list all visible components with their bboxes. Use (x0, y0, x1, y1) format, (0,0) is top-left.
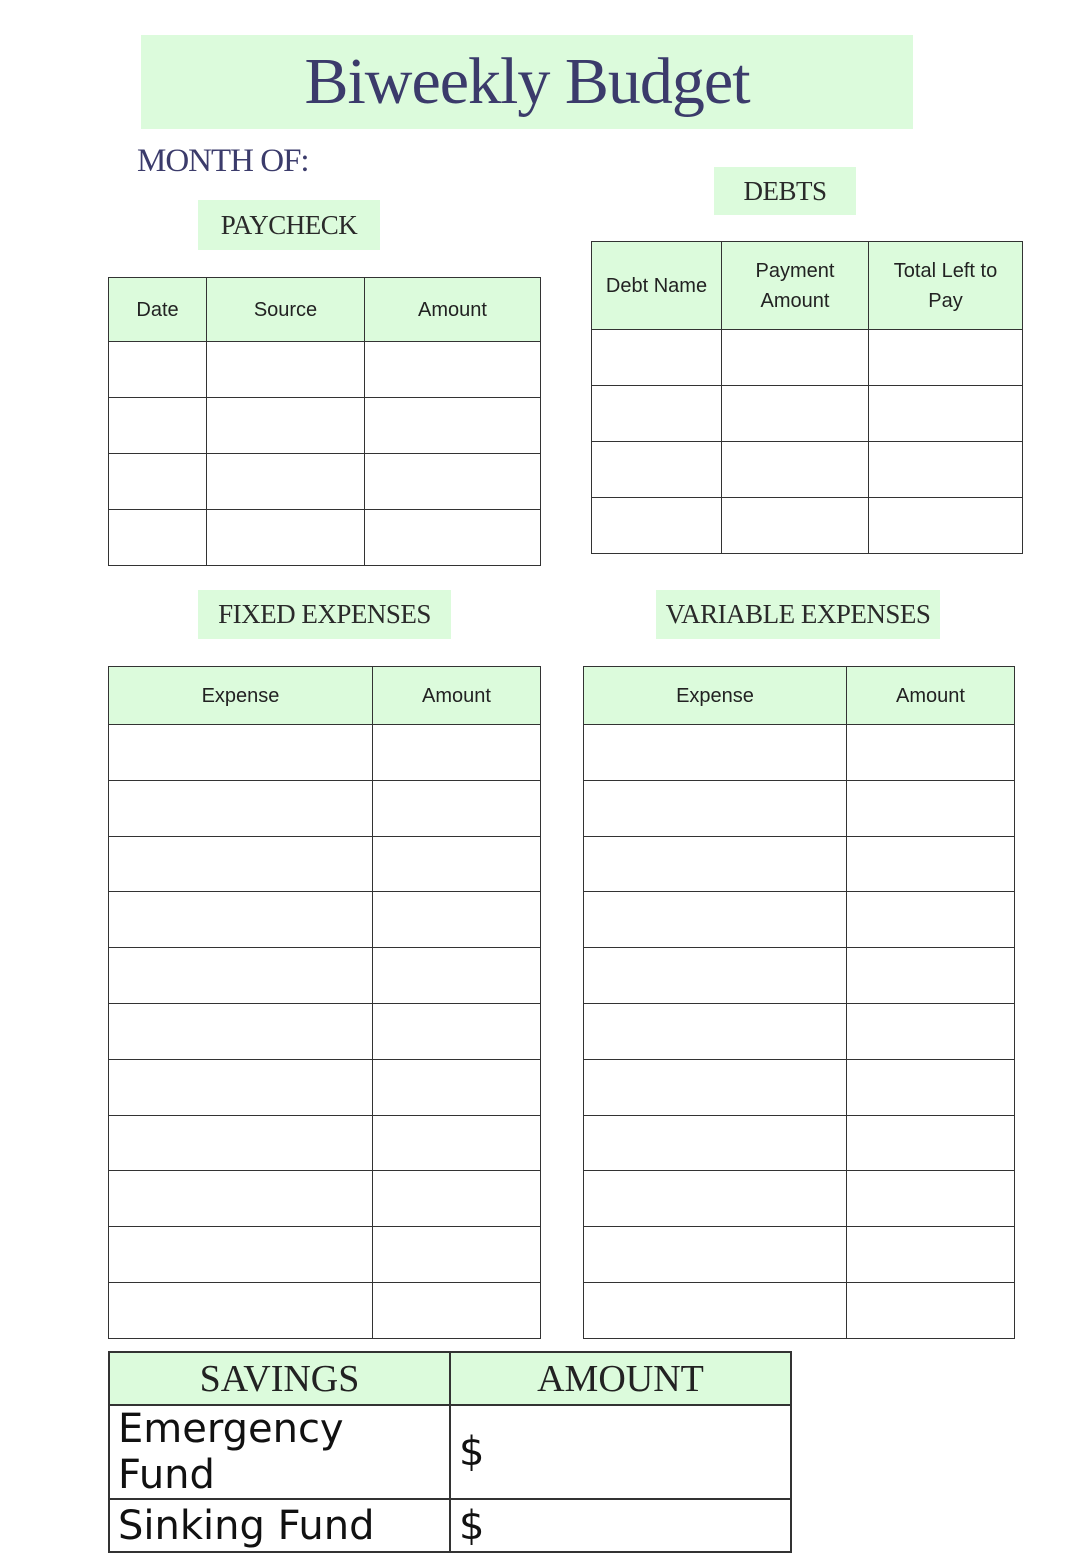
entry-cell[interactable] (584, 1282, 847, 1338)
entry-cell[interactable] (847, 780, 1015, 836)
entry-cell[interactable] (109, 454, 207, 510)
entry-cell[interactable] (592, 442, 722, 498)
fixed-expenses-section-label: FIXED EXPENSES (198, 590, 451, 639)
entry-cell[interactable] (365, 454, 541, 510)
entry-cell[interactable] (109, 780, 373, 836)
entry-cell[interactable] (109, 398, 207, 454)
table-row (109, 1171, 541, 1227)
table-row (109, 398, 541, 454)
column-header: Total Left to Pay (869, 242, 1023, 330)
entry-cell[interactable] (373, 1227, 541, 1283)
entry-cell[interactable] (592, 386, 722, 442)
entry-cell[interactable] (373, 1059, 541, 1115)
entry-cell[interactable] (584, 1227, 847, 1283)
entry-cell[interactable] (207, 454, 365, 510)
entry-cell[interactable] (109, 1282, 373, 1338)
entry-cell[interactable] (869, 386, 1023, 442)
page-title: Biweekly Budget (141, 35, 913, 129)
entry-cell[interactable] (373, 948, 541, 1004)
entry-cell[interactable] (109, 892, 373, 948)
entry-cell[interactable] (592, 498, 722, 554)
table-row (584, 780, 1015, 836)
table-row (584, 1171, 1015, 1227)
table-row (109, 342, 541, 398)
entry-cell[interactable] (373, 725, 541, 781)
entry-cell[interactable] (584, 1003, 847, 1059)
table-row (584, 1003, 1015, 1059)
column-header: Debt Name (592, 242, 722, 330)
entry-cell[interactable] (207, 510, 365, 566)
entry-cell[interactable] (869, 498, 1023, 554)
entry-cell[interactable] (109, 1227, 373, 1283)
entry-cell[interactable] (869, 442, 1023, 498)
table-row (109, 1115, 541, 1171)
table-row (109, 780, 541, 836)
column-header: Expense (584, 667, 847, 725)
table-row (109, 948, 541, 1004)
table-row (109, 1003, 541, 1059)
entry-cell[interactable] (584, 836, 847, 892)
entry-cell[interactable] (869, 330, 1023, 386)
table-row (109, 454, 541, 510)
entry-cell[interactable] (584, 780, 847, 836)
entry-cell[interactable] (109, 1059, 373, 1115)
entry-cell[interactable] (847, 948, 1015, 1004)
savings-amount-cell[interactable]: $ (450, 1499, 791, 1552)
entry-cell[interactable] (584, 1171, 847, 1227)
column-header: Date (109, 278, 207, 342)
entry-cell[interactable] (373, 1003, 541, 1059)
entry-cell[interactable] (109, 510, 207, 566)
table-row (592, 330, 1023, 386)
table-row (584, 836, 1015, 892)
entry-cell[interactable] (592, 330, 722, 386)
table-row (109, 510, 541, 566)
table-row (584, 1282, 1015, 1338)
entry-cell[interactable] (109, 725, 373, 781)
table-row (109, 1282, 541, 1338)
entry-cell[interactable] (365, 342, 541, 398)
column-header: Expense (109, 667, 373, 725)
entry-cell[interactable] (847, 725, 1015, 781)
table-row (584, 892, 1015, 948)
entry-cell[interactable] (847, 1059, 1015, 1115)
table-row (109, 1227, 541, 1283)
table-row (584, 1059, 1015, 1115)
variable-expenses-section-label: VARIABLE EXPENSES (656, 590, 940, 639)
column-header: Source (207, 278, 365, 342)
entry-cell[interactable] (584, 1059, 847, 1115)
entry-cell[interactable] (109, 948, 373, 1004)
column-header: Amount (847, 667, 1015, 725)
debts-section-label: DEBTS (714, 167, 856, 215)
entry-cell[interactable] (109, 342, 207, 398)
debts-table (591, 241, 1023, 554)
table-row (109, 836, 541, 892)
entry-cell[interactable] (109, 836, 373, 892)
table-row (584, 948, 1015, 1004)
entry-cell[interactable] (847, 1115, 1015, 1171)
entry-cell[interactable] (584, 1115, 847, 1171)
entry-cell[interactable] (584, 892, 847, 948)
entry-cell[interactable] (373, 1282, 541, 1338)
entry-cell[interactable] (584, 948, 847, 1004)
paycheck-table (108, 277, 541, 566)
entry-cell[interactable] (207, 398, 365, 454)
entry-cell[interactable] (847, 1282, 1015, 1338)
entry-cell[interactable] (847, 1227, 1015, 1283)
entry-cell[interactable] (847, 836, 1015, 892)
entry-cell[interactable] (373, 836, 541, 892)
entry-cell[interactable] (365, 398, 541, 454)
column-header: Amount (373, 667, 541, 725)
entry-cell[interactable] (109, 1003, 373, 1059)
entry-cell[interactable] (722, 386, 869, 442)
table-row (109, 725, 541, 781)
entry-cell[interactable] (109, 1115, 373, 1171)
paycheck-section-label: PAYCHECK (198, 200, 380, 250)
entry-cell[interactable] (373, 1115, 541, 1171)
entry-cell[interactable] (373, 1171, 541, 1227)
entry-cell[interactable] (109, 1171, 373, 1227)
entry-cell[interactable] (722, 442, 869, 498)
savings-name-cell: Sinking Fund (109, 1499, 450, 1552)
entry-cell[interactable] (847, 1171, 1015, 1227)
entry-cell[interactable] (365, 510, 541, 566)
entry-cell[interactable] (207, 342, 365, 398)
table-row (584, 1227, 1015, 1283)
savings-amount-cell[interactable]: $ (450, 1405, 791, 1499)
entry-cell[interactable] (373, 780, 541, 836)
entry-cell[interactable] (584, 725, 847, 781)
entry-cell[interactable] (722, 498, 869, 554)
column-header: Amount (365, 278, 541, 342)
variable-expenses-table (583, 666, 1015, 1339)
entry-cell[interactable] (722, 330, 869, 386)
table-row (592, 442, 1023, 498)
entry-cell[interactable] (373, 892, 541, 948)
table-row (109, 892, 541, 948)
table-row (584, 725, 1015, 781)
column-header: Payment Amount (722, 242, 869, 330)
month-of-label: MONTH OF: (137, 143, 309, 179)
table-row (592, 386, 1023, 442)
fixed-expenses-table (108, 666, 541, 1339)
savings-amount-header: AMOUNT (450, 1352, 791, 1405)
table-row (584, 1115, 1015, 1171)
entry-cell[interactable] (847, 1003, 1015, 1059)
savings-name-cell: Emergency Fund (109, 1405, 450, 1499)
table-row (109, 1059, 541, 1115)
savings-header: SAVINGS (109, 1352, 450, 1405)
entry-cell[interactable] (847, 892, 1015, 948)
table-row (592, 498, 1023, 554)
savings-table (108, 1351, 792, 1553)
